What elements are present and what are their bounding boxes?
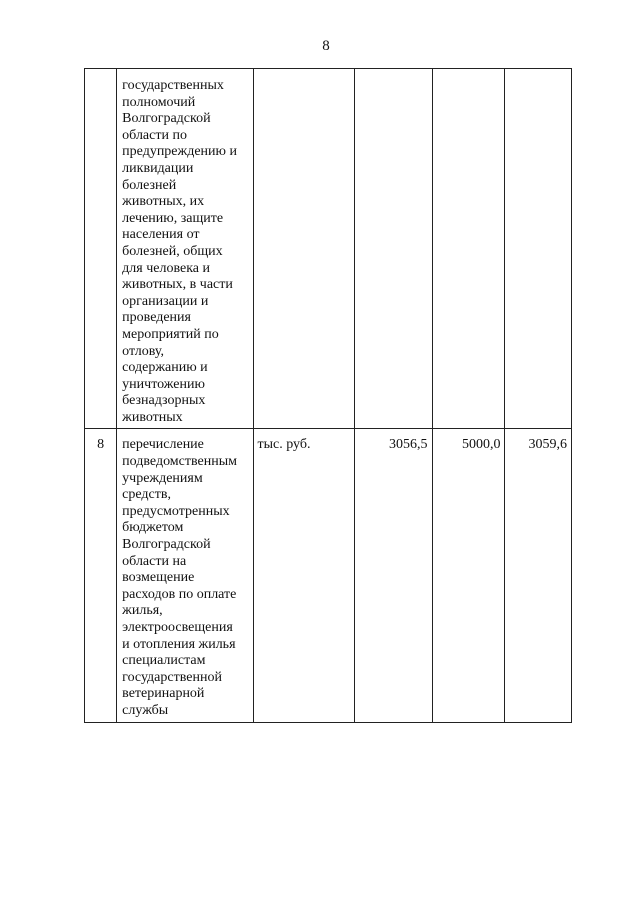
indicator-name-line: полномочий xyxy=(122,94,196,110)
row-number-cell xyxy=(85,69,117,429)
indicator-name-line: области по xyxy=(122,127,187,143)
indicator-name-line: Волгоградской xyxy=(122,111,211,127)
indicator-name-line: мероприятий по xyxy=(122,326,219,342)
indicator-name-line: перечисление xyxy=(122,437,204,453)
indicator-name-line: для человека и xyxy=(122,260,210,276)
value-cell-2: 5000,0 xyxy=(432,429,505,722)
indicator-name-line: возмещение xyxy=(122,570,195,586)
indicator-name-line: службы xyxy=(122,702,169,718)
indicator-name-line: животных, их xyxy=(122,194,205,210)
table-row xyxy=(85,429,572,722)
indicator-name-line: болезней xyxy=(122,177,177,193)
value-cell-3: 3059,6 xyxy=(505,429,572,722)
indicator-name-line: болезней, общих xyxy=(122,243,223,259)
indicator-name-line: жилья, xyxy=(122,603,163,619)
unit-cell: тыс. руб. xyxy=(254,429,355,722)
value-cell-1: 3056,5 xyxy=(355,429,432,722)
indicator-name-line: уничтожению xyxy=(122,376,205,392)
indicator-name-cell xyxy=(117,69,254,429)
unit-cell xyxy=(254,69,355,429)
value-cell-3 xyxy=(505,69,572,429)
indicator-name-line: электроосвещения xyxy=(122,620,233,635)
indicator-name-line: ликвидации xyxy=(122,160,194,176)
indicator-name-line: организации и xyxy=(122,293,209,309)
indicator-name-line: средств, xyxy=(122,487,171,503)
indicator-name-line: животных, в части xyxy=(122,277,233,293)
indicator-name-line: Волгоградской xyxy=(122,537,211,553)
indicator-name-line: расходов по оплате xyxy=(122,586,237,602)
indicator-name-line: населения от xyxy=(122,227,200,243)
indicator-name-line: лечению, защите xyxy=(122,210,224,226)
indicator-name-line: бюджетом xyxy=(122,520,184,536)
indicator-name-line: подведомственным xyxy=(122,454,237,470)
indicator-name-line: безнадзорных xyxy=(122,393,206,409)
indicator-name-line: предусмотренных xyxy=(122,503,230,519)
indicator-name xyxy=(122,437,251,719)
indicator-name-cell xyxy=(117,429,254,722)
indicator-name-line: и отопления жилья xyxy=(122,636,236,652)
indicator-name-line: предупреждению и xyxy=(122,144,237,160)
indicator-name-line: области на xyxy=(122,553,187,569)
value-cell-1 xyxy=(355,69,432,429)
row-number-cell: 8 xyxy=(85,429,117,722)
indicator-name xyxy=(122,78,251,426)
indicator-name-line: ветеринарной xyxy=(122,686,205,702)
indicator-name-line: проведения xyxy=(122,310,191,326)
indicator-name-line: государственной xyxy=(122,669,222,685)
table-row xyxy=(85,69,572,429)
data-table xyxy=(84,68,572,723)
indicator-name-line: содержанию и xyxy=(122,360,208,376)
indicator-name-line: отлову, xyxy=(122,343,164,359)
indicator-name-line: животных xyxy=(122,409,183,425)
value-cell-2 xyxy=(432,69,505,429)
page-number: 8 xyxy=(322,38,330,54)
indicator-name-line: специалистам xyxy=(122,653,206,669)
indicator-name-line: учреждениям xyxy=(122,470,203,486)
indicator-name-line: государственных xyxy=(122,78,224,93)
